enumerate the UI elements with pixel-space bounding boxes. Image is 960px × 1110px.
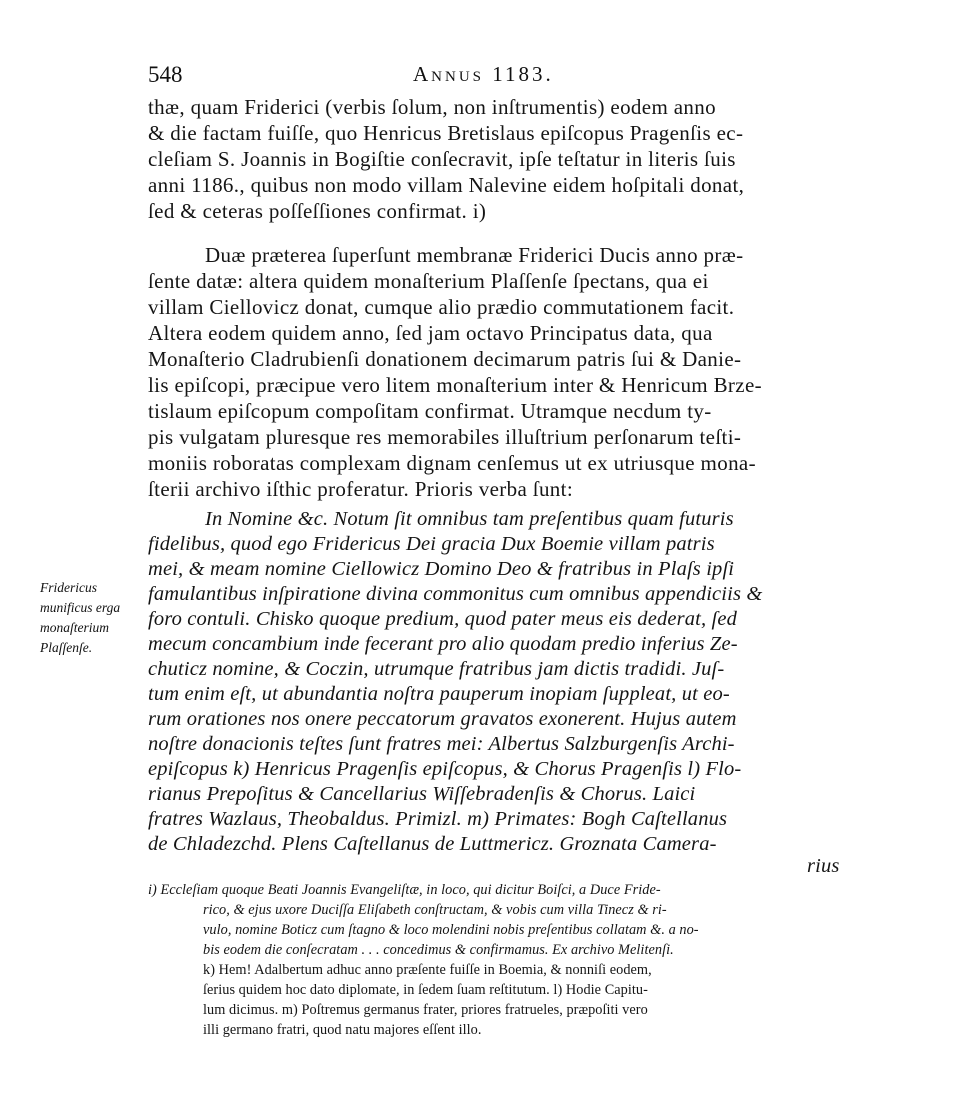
body-line: Altera eodem quidem anno, ſed jam octavo Principatus data, qua (148, 321, 713, 345)
body-line: tislaum epiſcopum compoſitam confirmat. Utramque necdum ty- (148, 399, 712, 423)
margin-note-line: monaſterium (40, 620, 109, 635)
charter-line: mei, & meam nomine Ciellowicz Domino Deo & fratribus in Plaſs ipſi (148, 558, 735, 580)
footnote-line: illi germano fratri, quod natu majores eſſent illo. (203, 1022, 482, 1038)
running-head: Annus 1183. (413, 62, 554, 86)
body-line: pis vulgatam pluresque res memorabiles illuſtrium perſonarum teſti- (148, 425, 742, 449)
body-line: ſente datæ: altera quidem monaſterium Plaſſenſe ſpectans, qua ei (148, 269, 709, 293)
charter-line: epiſcopus k) Henricus Pragenſis epiſcopus, & Chorus Pragenſis l) Flo- (148, 758, 742, 780)
margin-note-line: Plaſſenſe. (40, 640, 93, 655)
charter-line: noſtre donacionis teſtes ſunt fratres mei: Albertus Salzburgenſis Archi- (148, 733, 735, 755)
footnote-line: bis eodem die conſecratam . . . concedimus & confirmamus. Ex archivo Melitenſi. (203, 942, 674, 958)
body-line: thæ, quam Friderici (verbis ſolum, non inſtrumentis) eodem anno (148, 95, 716, 119)
footnote-line: rico, & ejus uxore Duciſſa Eliſabeth conſtructam, & vobis cum villa Tinecz & ri- (203, 902, 667, 918)
footnote-line: lum dicimus. m) Poſtremus germanus frater, priores fratrueles, præpoſiti vero (203, 1002, 648, 1018)
body-line: Monaſterio Cladrubienſi donationem decimarum patris ſui & Danie- (148, 347, 742, 371)
body-line: & die factam fuiſſe, quo Henricus Bretislaus epiſcopus Pragenſis ec- (148, 121, 744, 145)
footnote-line: i) Eccleſiam quoque Beati Joannis Evangeliſtæ, in loco, qui dicitur Boiſci, a Duce Fride- (148, 882, 661, 898)
body-line: ſed & ceteras poſſeſſiones confirmat. i) (148, 199, 487, 223)
charter-line: famulantibus inſpiratione divina commonitus cum omnibus appendiciis & (148, 583, 763, 605)
margin-note-line: munificus erga (40, 600, 121, 615)
body-line: cleſiam S. Joannis in Bogiſtie conſecravit, ipſe teſtatur in literis ſuis (148, 147, 736, 171)
page-header (0, 62, 960, 90)
charter-line: de Chladezchd. Plens Caſtellanus de Luttmericz. Groznata Camera- (148, 833, 717, 855)
charter-line: rianus Prepoſitus & Cancellarius Wiſſebradenſis & Chorus. Laici (148, 783, 696, 805)
charter-line: fratres Wazlaus, Theobaldus. Primizl. m) Primates: Bogh Caſtellanus (148, 808, 728, 830)
margin-note-line: Fridericus (40, 580, 97, 595)
body-line: villam Ciellovicz donat, cumque alio prædio commutationem facit. (148, 295, 735, 319)
body-line: lis epiſcopi, præcipue vero litem monaſterium inter & Henricum Brze- (148, 373, 762, 397)
body-line: Duæ præterea ſuperſunt membranæ Friderici Ducis anno præ- (205, 243, 744, 267)
charter-line: chuticz nomine, & Coczin, utrumque fratribus jam dictis tradidi. Juſ- (148, 658, 725, 680)
charter-line: tum enim eſt, ut abundantia noſtra pauperum inopiam ſuppleat, ut eo- (148, 683, 730, 705)
body-line: anni 1186., quibus non modo villam Nalevine eidem hoſpitali donat, (148, 173, 745, 197)
charter-line: foro contuli. Chisko quoque predium, quod pater meus eis dederat, ſed (148, 608, 738, 630)
body-line: ſterii archivo iſthic proferatur. Prioris verba ſunt: (148, 477, 574, 501)
footnote-line: vulo, nomine Boticz cum ſtagno & loco molendini nobis preſentibus collatam &. a no- (203, 922, 699, 938)
charter-line: In Nomine &c. Notum ſit omnibus tam preſentibus quam futuris (205, 508, 734, 530)
footnote-line: ſerius quidem hoc dato diplomate, in ſedem ſuam reſtitutum. l) Hodie Capitu- (203, 982, 648, 998)
charter-catchword: rius (807, 855, 840, 877)
footnote-line: k) Hem! Adalbertum adhuc anno præſente fuiſſe in Boemia, & nonniſi eodem, (203, 962, 652, 978)
page-number: 548 (148, 62, 183, 87)
body-line: moniis roboratas complexam dignam cenſemus ut ex utriusque mona- (148, 451, 756, 475)
charter-line: fidelibus, quod ego Fridericus Dei gracia Dux Boemie villam patris (148, 533, 715, 555)
charter-line: mecum concambium inde fecerant pro alio quodam predio inferius Ze- (148, 633, 738, 655)
charter-line: rum orationes nos onere peccatorum gravatos exonerent. Hujus autem (148, 708, 737, 730)
